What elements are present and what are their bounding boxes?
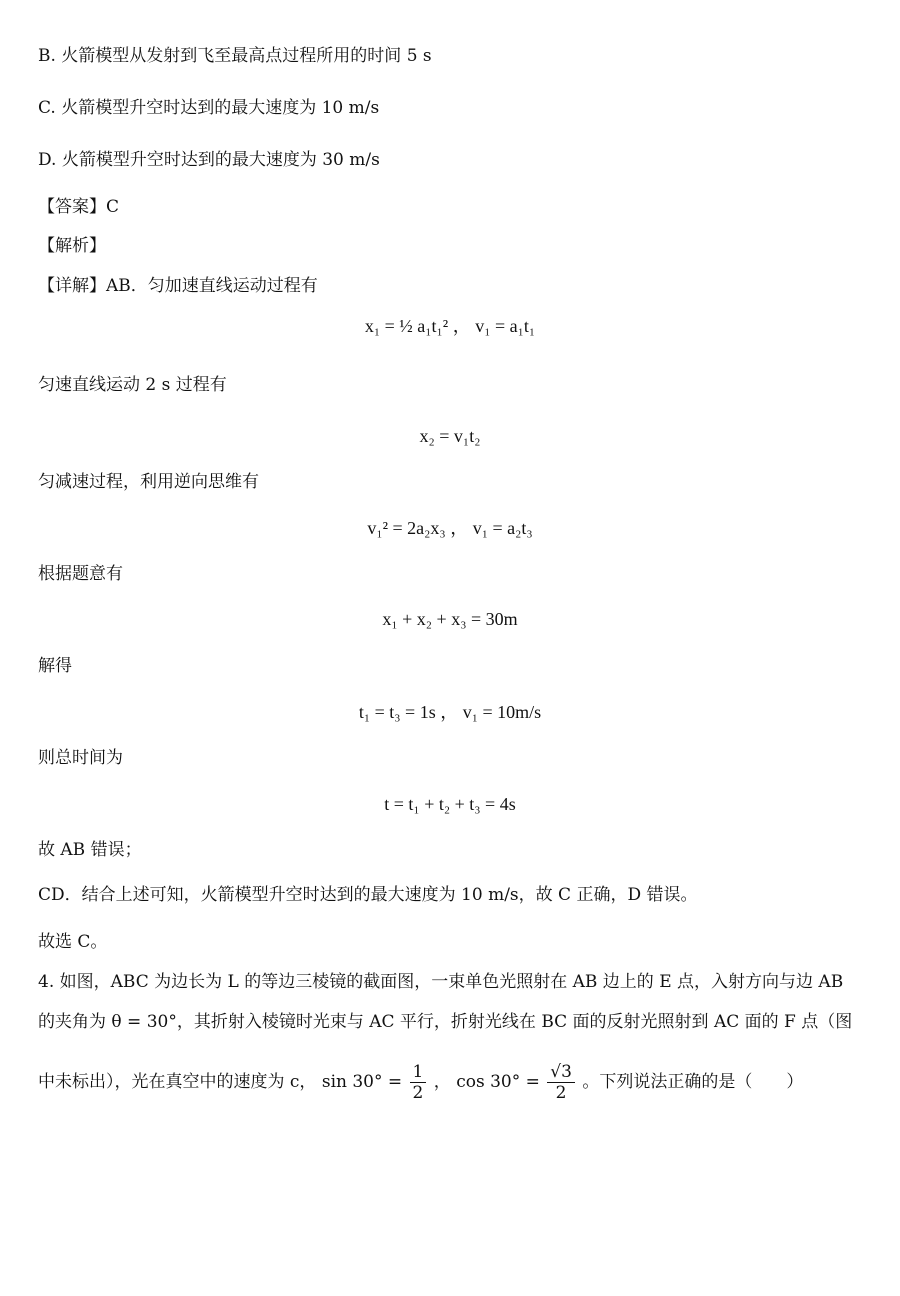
solve-text: 解得 [38,656,72,676]
uniform-motion-text: 匀速直线运动 2 s 过程有 [38,375,227,395]
cd-conclusion-text: CD．结合上述可知，火箭模型升空时达到的最大速度为 10 m/s，故 C 正确，D 错误。 [38,885,698,905]
equation-1: x₁ = ½ a₁t₁² ， v₁ = a₁t₁ [364,316,536,336]
question-4-line-1: 4. 如图，ABC 为边长为 L 的等边三棱镜的截面图，一束单色光照射在 AB 边上的 E 点，入射方向与边 AB [38,972,844,992]
equation-5: t₁ = t₃ = 1s ， v₁ = 10m/s [358,702,542,722]
option-c: C. 火箭模型升空时达到的最大速度为 10 m/s [38,98,380,118]
option-d: D. 火箭模型升空时达到的最大速度为 30 m/s [38,150,380,170]
question-4-line-2: 的夹角为 θ = 30°，其折射入棱镜时光束与 AC 平行，折射光线在 BC 面的反射光照射到 AC 面的 F 点（图 [38,1012,853,1032]
equation-6: t = t₁ + t₂ + t₃ = 4s [384,794,516,814]
fraction-denominator-2: 2 [555,1083,567,1103]
detail-intro: 【详解】AB．匀加速直线运动过程有 [38,276,318,296]
question-4-line-3-start: 中未标出），光在真空中的速度为 c， [38,1072,317,1092]
question-4-line-3: 中未标出），光在真空中的速度为 c， sin 30° = $\frac{1}{2}$ ， cos 30° = $\frac{√3}{2}$ 。下列说法正确的是（ ） [38,1062,804,1103]
fraction-sqrt3-half [547,1062,575,1103]
deceleration-text: 匀减速过程，利用逆向思维有 [38,472,259,492]
equation-3: v₁² = 2a₂x₃ ， v₁ = a₂t₃ [367,518,533,538]
equation-2: x₂ = v₁t₂ [419,426,481,446]
sin-expression: sin 30° = [321,1072,403,1092]
answer-label: 【答案】C [38,197,120,217]
fraction-numerator: 1 [410,1062,427,1083]
fraction-one-half [410,1062,427,1103]
condition-text: 根据题意有 [38,564,123,584]
question-4-line-3-end: 。下列说法正确的是（ ） [582,1072,804,1092]
ab-wrong-text: 故 AB 错误； [38,840,142,860]
analysis-label: 【解析】 [38,236,106,256]
equation-4: x₁ + x₂ + x₃ = 30m [382,609,518,629]
choice-text: 故选 C。 [38,932,108,952]
fraction-denominator: 2 [412,1083,424,1103]
fraction-numerator-sqrt3: √3 [547,1062,575,1083]
cos-expression: cos 30° = [456,1072,540,1092]
total-time-text: 则总时间为 [38,748,123,768]
option-b: B. 火箭模型从发射到飞至最高点过程所用的时间 5 s [38,46,432,66]
